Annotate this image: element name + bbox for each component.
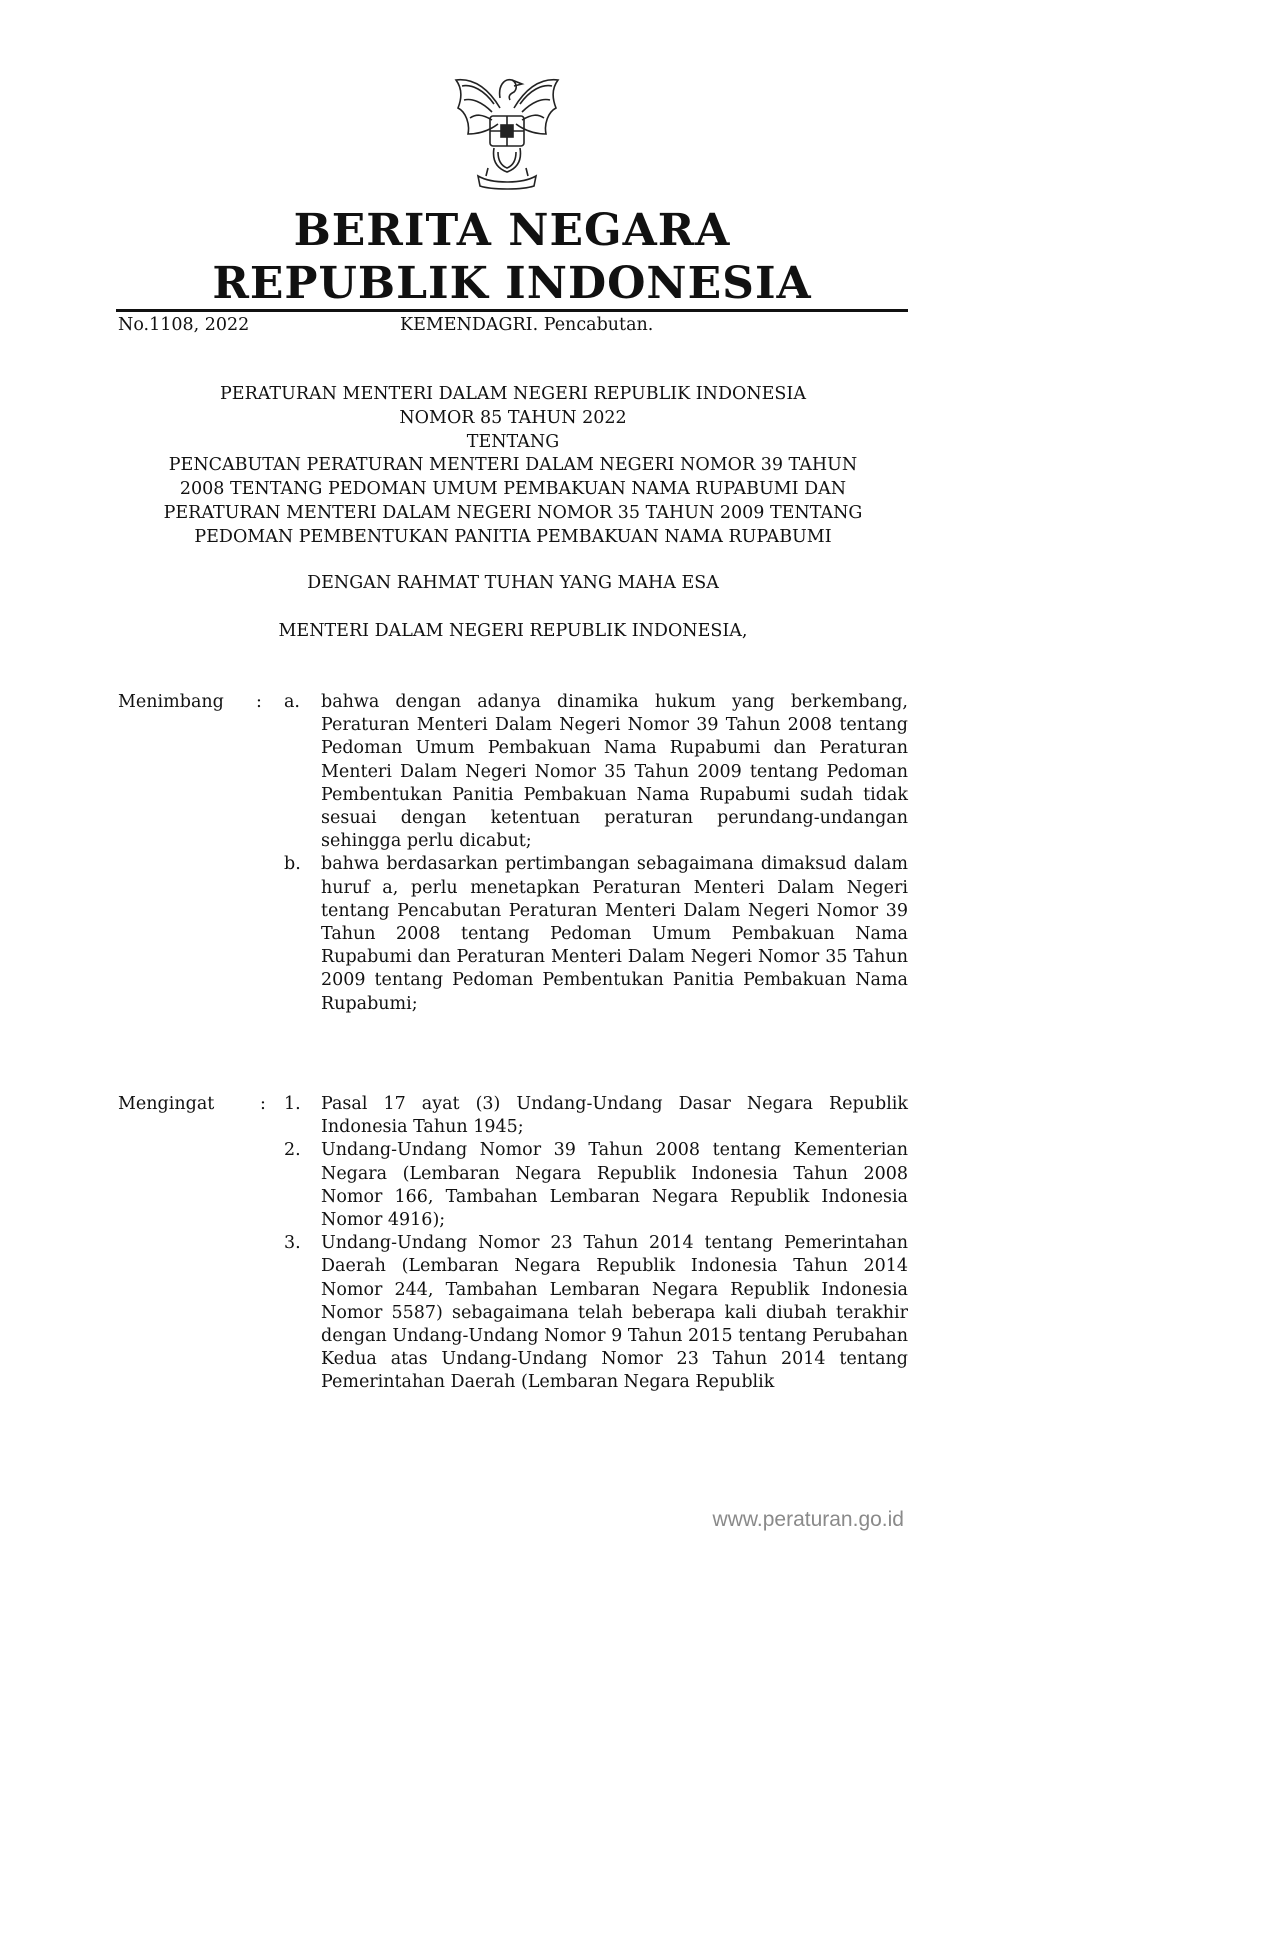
- masthead-divider: [116, 309, 908, 312]
- title-line: PERATURAN MENTERI DALAM NEGERI REPUBLIK INDONESIA: [220, 384, 806, 404]
- title-line: TENTANG: [466, 431, 560, 452]
- menimbang-label: Menimbang: [118, 692, 224, 712]
- list-marker: 2.: [284, 1140, 301, 1161]
- list-item-text: bahwa berdasarkan pertimbangan sebagaimana dimaksud dalam huruf a, perlu menetapkan Peraturan Menteri Dalam Negeri tentang Pencabutan Peraturan Menteri Dalam Negeri Nomor 39 Tahun 2008 tentang Pedoman Umum Pembakuan Nama Rupabumi dan Peraturan Menteri Dalam Negeri Nomor 35 Tahun 2009 tentang Pedoman Pembentukan Panitia Pembakuan Nama Rupabumi;: [321, 854, 908, 1014]
- list-marker: 3.: [284, 1233, 301, 1254]
- mengingat-colon: :: [260, 1094, 266, 1114]
- list-item-text: Undang-Undang Nomor 39 Tahun 2008 tentang Kementerian Negara (Lembaran Negara Republik Indonesia Tahun 2008 Nomor 166, Tambahan Lembaran Negara Republik Indonesia Nomor 4916);: [321, 1140, 908, 1231]
- list-item: [118, 1093, 908, 1139]
- issuing-authority: MENTERI DALAM NEGERI REPUBLIK INDONESIA,: [278, 621, 748, 641]
- list-item: [118, 1232, 908, 1394]
- garuda-pancasila-emblem-icon: [448, 68, 566, 192]
- list-item-text: bahwa dengan adanya dinamika hukum yang berkembang, Peraturan Menteri Dalam Negeri Nomor 39 Tahun 2008 tentang Pedoman Umum Pembakuan Nama Rupabumi dan Peraturan Menteri Dalam Negeri Nomor 35 Tahun 2009 tentang Pedoman Pembentukan Panitia Pembakuan Nama Rupabumi sudah tidak sesuai dengan ketentuan peraturan perundang-undangan sehingga perlu dicabut;: [321, 692, 908, 852]
- list-item-text: Undang-Undang Nomor 23 Tahun 2014 tentang Pemerintahan Daerah (Lembaran Negara Republik Indonesia Tahun 2014 Nomor 244, Tambahan Lembaran Negara Republik Indonesia Nomor 5587) sebagaimana telah beberapa kali diubah terakhir dengan Undang-Undang Nomor 9 Tahun 2015 tentang Perubahan Kedua atas Undang-Undang Nomor 23 Tahun 2014 tentang Pemerintahan Daerah (Lembaran Negara Republik: [321, 1233, 908, 1393]
- mengingat-label: Mengingat: [118, 1094, 215, 1114]
- gazette-category: KEMENDAGRI. Pencabutan.: [400, 315, 654, 335]
- list-marker: 1.: [284, 1094, 301, 1114]
- menimbang-colon: :: [256, 692, 262, 712]
- masthead-title-line1: BERITA NEGARA: [293, 205, 731, 256]
- gazette-number: No.1108, 2022: [118, 315, 250, 335]
- invocation: DENGAN RAHMAT TUHAN YANG MAHA ESA: [307, 573, 719, 593]
- mengingat-section: [118, 1093, 908, 1395]
- list-item-text: Pasal 17 ayat (3) Undang-Undang Dasar Negara Republik Indonesia Tahun 1945;: [321, 1094, 908, 1138]
- title-line: 2008 TENTANG PEDOMAN UMUM PEMBAKUAN NAMA RUPABUMI DAN: [179, 479, 847, 500]
- list-item: [118, 691, 908, 853]
- title-line: PERATURAN MENTERI DALAM NEGERI NOMOR 35 TAHUN 2009 TENTANG: [163, 502, 863, 523]
- list-item: [118, 1139, 908, 1232]
- menimbang-section: [118, 691, 908, 1016]
- list-marker: b.: [284, 854, 301, 875]
- title-line: NOMOR 85 TAHUN 2022: [399, 407, 627, 428]
- title-line: PEDOMAN PEMBENTUKAN PANITIA PEMBAKUAN NAMA RUPABUMI: [194, 526, 832, 547]
- regulation-title: [118, 383, 908, 550]
- list-item: [118, 853, 908, 1015]
- list-marker: a.: [284, 692, 300, 712]
- title-line: PENCABUTAN PERATURAN MENTERI DALAM NEGERI NOMOR 39 TAHUN: [168, 455, 858, 476]
- source-url: www.peraturan.go.id: [712, 1508, 904, 1531]
- masthead-title-line2: REPUBLIK INDONESIA: [212, 258, 812, 309]
